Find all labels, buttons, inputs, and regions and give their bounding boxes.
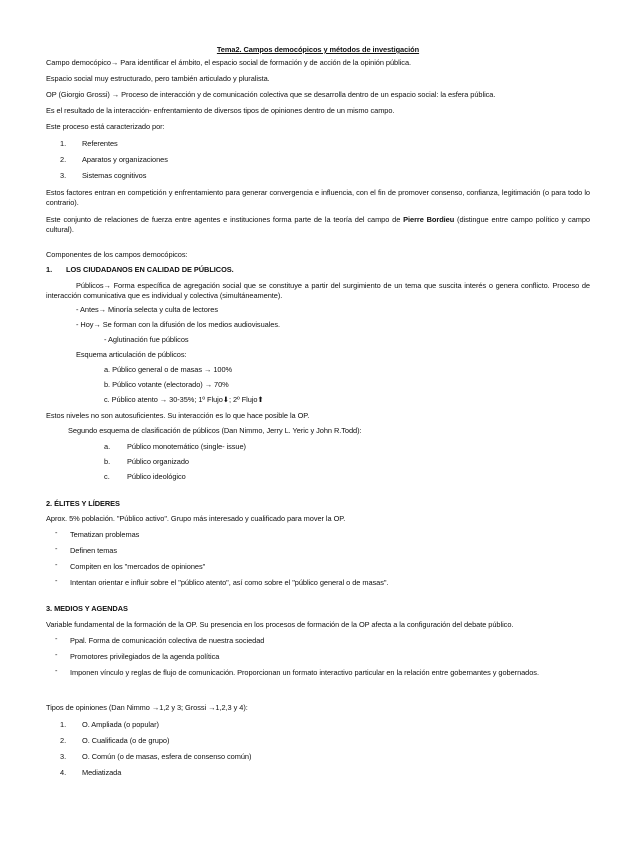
list-number: c. — [104, 472, 110, 481]
list-number: 2. — [60, 736, 67, 745]
list-item: O. Cualificada (o de grupo) — [82, 736, 170, 745]
components-heading: Componentes de los campos democópicos: — [46, 250, 188, 259]
niveles-paragraph: Estos niveles no son autosuficientes. Su interacción es lo que hace posible la OP. — [46, 411, 310, 420]
list-item: Aparatos y organizaciones — [82, 155, 168, 164]
list-item: Público ideológico — [127, 472, 186, 481]
section-number: 1. — [46, 265, 53, 274]
list-item: Intentan orientar e influir sobre el "público atento", así como sobre el "público general o de masas". — [70, 578, 389, 587]
dash-bullet: - — [55, 634, 58, 643]
esquema-item: a. Público general o de masas → 100% — [104, 365, 233, 374]
intro-paragraph-4: Es el resultado de la interacción- enfrentamiento de diversos tipos de opiniones dentro de un mismo campo. — [46, 106, 395, 115]
list-item: Definen temas — [70, 546, 118, 555]
dash-bullet: - — [55, 650, 58, 659]
segundo-esquema: Segundo esquema de clasificación de públicos (Dan Nimmo, Jerry L. Yeric y John R.Todd): — [68, 426, 362, 435]
intro-paragraph-3: OP (Giorgio Grossi) → Proceso de interacción y de comunicación colectiva que se desarrolla dentro de un espacio social: la esfera pública. — [46, 90, 496, 99]
dash-bullet: - — [55, 576, 58, 585]
section-2-paragraph: Aprox. 5% población. "Público activo". Grupo más interesado y cualificado para mover la OP. — [46, 514, 346, 523]
list-number: b. — [104, 457, 111, 466]
intro-paragraph-1: Campo democópico→ Para identificar el ámbito, el espacio social de formación y de acción de la opinión pública. — [46, 58, 412, 67]
list-number: a. — [104, 442, 111, 451]
list-number: 1. — [60, 720, 67, 729]
dash-bullet: - — [55, 544, 58, 553]
section-3-paragraph: Variable fundamental de la formación de la OP. Su presencia en los procesos de formación de la OP afecta a la configuración del debate público. — [46, 620, 514, 629]
section-2-title: 2. ÉLITES Y LÍDERES — [46, 499, 120, 508]
list-number: 3. — [60, 752, 67, 761]
list-number: 2. — [60, 155, 67, 164]
tipos-heading: Tipos de opiniones (Dan Nimmo →1,2 y 3; Grossi →1,2,3 y 4): — [46, 703, 248, 712]
list-item: Público monotemático (single- issue) — [127, 442, 246, 451]
list-item: O. Común (o de masas, esfera de consenso común) — [82, 752, 252, 761]
dash-bullet: - — [55, 560, 58, 569]
list-item: Público organizado — [127, 457, 189, 466]
list-item: Compiten en los "mercados de opiniones" — [70, 562, 206, 571]
intro-paragraph-7: Este conjunto de relaciones de fuerza entre agentes e instituciones forma parte de la teoría del campo de Pierre Bordieu (distingue entre campo político y campo cultural). — [46, 215, 590, 234]
section-3-title: 3. MEDIOS Y AGENDAS — [46, 604, 128, 613]
list-item: Sistemas cognitivos — [82, 171, 147, 180]
hoy-item: - Hoy→ Se forman con la difusión de los medios audiovisuales. — [76, 320, 280, 329]
section-1-title: LOS CIUDADANOS EN CALIDAD DE PÚBLICOS. — [66, 265, 234, 274]
dash-bullet: - — [55, 666, 58, 675]
intro-paragraph-6: Estos factores entran en competición y enfrentamiento para generar convergencia e influencia, con el fin de promover consenso, confianza, legitimación (o para todo lo contrario). — [46, 188, 590, 207]
list-item: Mediatizada — [82, 768, 122, 777]
aglutinacion-item: - Aglutinación fue públicos — [104, 335, 189, 344]
esquema-item: b. Público votante (electorado) → 70% — [104, 380, 229, 389]
page-title: Tema2. Campos democópicos y métodos de investigación — [216, 45, 420, 54]
publicos-definition: Públicos→ Forma específica de agregación social que se constituye a partir del surgimiento de un tema que suscita interés o genera conflicto. Proceso de interacción comunicativa que es individual y colectiva (simultáneamente). — [46, 281, 590, 300]
list-item: Ppal. Forma de comunicación colectiva de nuestra sociedad — [70, 636, 265, 645]
esquema-label: Esquema articulación de públicos: — [76, 350, 187, 359]
list-number: 4. — [60, 768, 67, 777]
esquema-item: c. Público atento → 30-35%; 1º Flujo⬇; 2º Flujo⬆ — [104, 395, 264, 404]
list-number: 3. — [60, 171, 67, 180]
intro-paragraph-5: Este proceso está caracterizado por: — [46, 122, 165, 131]
list-item: Promotores privilegiados de la agenda política — [70, 652, 220, 661]
list-item: Imponen vínculo y reglas de flujo de comunicación. Proporcionan un formato interactivo particular en la relación entre gobernantes y gobernados. — [70, 668, 539, 677]
dash-bullet: - — [55, 528, 58, 537]
intro-paragraph-2: Espacio social muy estructurado, pero también articulado y pluralista. — [46, 74, 270, 83]
list-item: Referentes — [82, 139, 118, 148]
list-item: O. Ampliada (o popular) — [82, 720, 159, 729]
list-item: Tematizan problemas — [70, 530, 140, 539]
antes-item: - Antes→ Minoría selecta y culta de lectores — [76, 305, 218, 314]
list-number: 1. — [60, 139, 67, 148]
